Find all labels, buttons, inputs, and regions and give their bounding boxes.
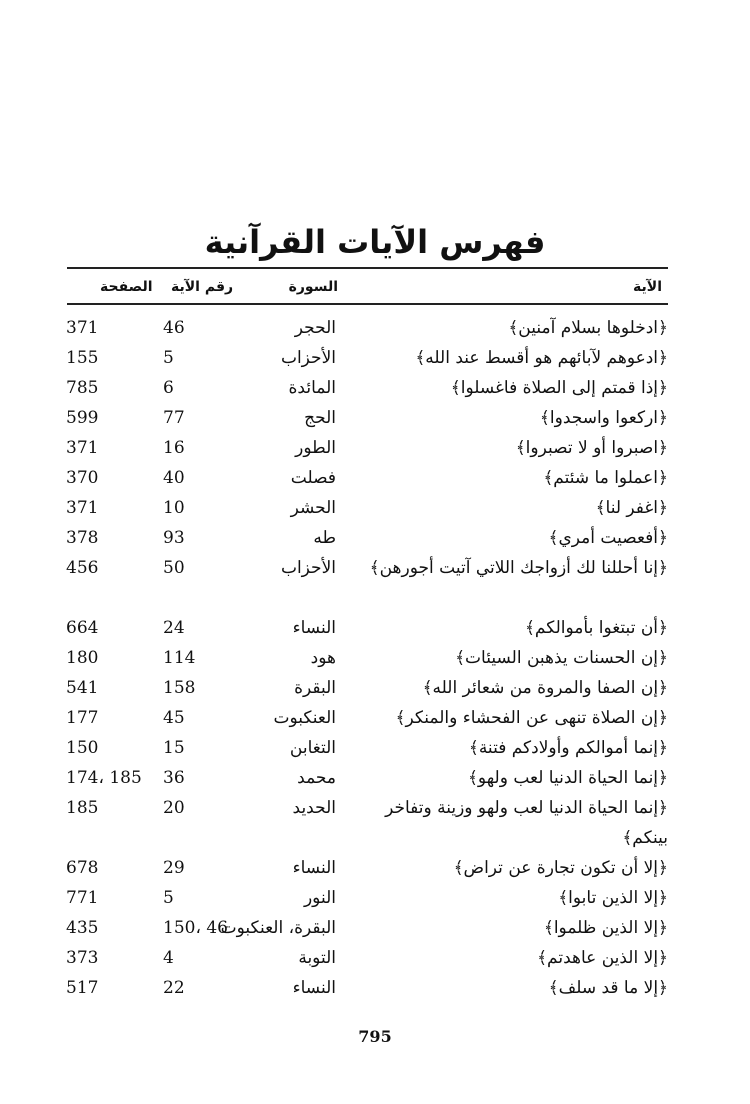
page-ref: 435 xyxy=(66,918,99,938)
surah-name: الأحزاب xyxy=(280,558,336,578)
verse-text: ﴿إذا قمتم إلى الصلاة فاغسلوا﴾ xyxy=(450,378,668,398)
verse-text: ﴿إلا أن تكون تجارة عن تراض﴾ xyxy=(453,858,668,878)
verse-number: 40 xyxy=(163,468,185,488)
page-ref: 180 xyxy=(66,648,99,668)
table-row xyxy=(67,493,668,523)
surah-name: النساء xyxy=(292,618,336,638)
verse-number: 4 xyxy=(163,948,174,968)
verse-number: 20 xyxy=(163,798,185,818)
table-row xyxy=(67,673,668,703)
table-row xyxy=(67,733,668,763)
verse-text: ﴿أفعصيت أمري﴾ xyxy=(548,528,668,548)
surah-name: الحجر xyxy=(294,318,336,338)
table-row xyxy=(67,643,668,673)
table-row xyxy=(67,883,668,913)
verse-number: 50 xyxy=(163,558,185,578)
surah-name: الطور xyxy=(295,438,336,458)
page-ref: 785 xyxy=(66,378,99,398)
verse-text: ﴿اصبروا أو لا تصبروا﴾ xyxy=(515,438,668,458)
surah-name: المائدة xyxy=(288,378,336,398)
table-row xyxy=(67,523,668,553)
verse-number: 46 xyxy=(163,318,185,338)
verse-number: 77 xyxy=(163,408,185,428)
page-ref: 678 xyxy=(66,858,99,878)
page-ref: 541 xyxy=(66,678,99,698)
verse-text: ﴿ادخلوها بسلام آمنين﴾ xyxy=(508,318,668,338)
table-row xyxy=(67,433,668,463)
verse-text: ﴿أن تبتغوا بأموالكم﴾ xyxy=(524,618,668,638)
surah-name: الأحزاب xyxy=(280,348,336,368)
surah-name: النساء xyxy=(292,978,336,998)
verse-number: 158 xyxy=(163,678,196,698)
table-header-rule xyxy=(67,303,668,305)
verse-text: ﴿إنما الحياة الدنيا لعب ولهو﴾ xyxy=(467,768,668,788)
verse-text: ﴿اغفر لنا﴾ xyxy=(595,498,668,518)
verse-text: ﴿ادعوهم لآبائهم هو أقسط عند الله﴾ xyxy=(415,348,668,368)
table-row xyxy=(67,793,668,853)
surah-name: النساء xyxy=(292,858,336,878)
surah-name: البقرة xyxy=(294,678,336,698)
table-row xyxy=(67,943,668,973)
surah-name: البقرة، العنكبوت xyxy=(220,918,336,938)
table-row xyxy=(67,463,668,493)
table-body xyxy=(67,313,668,1003)
page-number: 795 xyxy=(358,1027,392,1046)
table-row xyxy=(67,613,668,643)
verse-text: ﴿إنما أموالكم وأولادكم فتنة﴾ xyxy=(468,738,668,758)
page-ref: 185 xyxy=(66,798,99,818)
page-ref: 373 xyxy=(66,948,99,968)
verse-text: ﴿اركعوا واسجدوا﴾ xyxy=(539,408,668,428)
page-ref: 378 xyxy=(66,528,99,548)
verse-index-table xyxy=(67,267,668,1003)
table-row xyxy=(67,703,668,733)
surah-name: النور xyxy=(303,888,336,908)
table-row xyxy=(67,763,668,793)
verse-text: ﴿إن الحسنات يذهبن السيئات﴾ xyxy=(455,648,668,668)
verse-text: ﴿إلا الذين تابوا﴾ xyxy=(558,888,668,908)
page-ref: 155 xyxy=(66,348,99,368)
page-title: فهرس الآيات القرآنية xyxy=(204,223,546,262)
verse-text: ﴿إنا أحللنا لك أزواجك اللاتي آتيت أجورهن﴾ xyxy=(369,558,668,578)
page-ref: 517 xyxy=(66,978,99,998)
surah-name: طه xyxy=(313,528,336,548)
table-row xyxy=(67,973,668,1003)
verse-number: 29 xyxy=(163,858,185,878)
table-header xyxy=(67,269,668,303)
verse-number: 93 xyxy=(163,528,185,548)
verse-number: 24 xyxy=(163,618,185,638)
verse-text: ﴿إلا ما قد سلف﴾ xyxy=(548,978,668,998)
page-ref: 371 xyxy=(66,498,99,518)
verse-text: ﴿إن الصفا والمروة من شعائر الله﴾ xyxy=(422,678,668,698)
surah-name: التغابن xyxy=(289,738,336,758)
verse-number: 22 xyxy=(163,978,185,998)
surah-name: الحشر xyxy=(290,498,336,518)
verse-text: ﴿إن الصلاة تنهى عن الفحشاء والمنكر﴾ xyxy=(395,708,668,728)
header-verse-number: رقم الآية xyxy=(171,279,234,295)
surah-name: الحديد xyxy=(292,798,336,818)
table-row xyxy=(67,373,668,403)
verse-number: 114 xyxy=(163,648,196,668)
page-ref: 174، 185 xyxy=(66,768,142,788)
page-ref: 771 xyxy=(66,888,99,908)
header-page: الصفحة xyxy=(100,279,153,295)
header-surah: السورة xyxy=(288,279,338,295)
page-ref: 371 xyxy=(66,318,99,338)
verse-number: 36 xyxy=(163,768,185,788)
surah-name: هود xyxy=(310,648,336,668)
verse-text: ﴿إلا الذين عاهدتم﴾ xyxy=(537,948,668,968)
table-row xyxy=(67,853,668,883)
verse-text: ﴿إنما الحياة الدنيا لعب ولهو وزينة وتفاخر بينكم﴾ xyxy=(385,798,668,848)
page-ref: 371 xyxy=(66,438,99,458)
page-ref: 370 xyxy=(66,468,99,488)
table-row xyxy=(67,403,668,433)
page-ref: 456 xyxy=(66,558,99,578)
verse-text: ﴿إلا الذين ظلموا﴾ xyxy=(543,918,668,938)
verse-number: 10 xyxy=(163,498,185,518)
verse-text: ﴿اعملوا ما شئتم﴾ xyxy=(543,468,668,488)
page-ref: 150 xyxy=(66,738,99,758)
verse-number: 5 xyxy=(163,888,174,908)
verse-number: 16 xyxy=(163,438,185,458)
surah-name: محمد xyxy=(297,768,336,788)
table-row xyxy=(67,913,668,943)
header-verse: الآية xyxy=(633,279,662,295)
verse-number: 15 xyxy=(163,738,185,758)
surah-name: العنكبوت xyxy=(273,708,336,728)
page-ref: 599 xyxy=(66,408,99,428)
verse-number: 6 xyxy=(163,378,174,398)
table-row xyxy=(67,553,668,613)
verse-number: 150، 46 xyxy=(163,918,228,938)
page-ref: 664 xyxy=(66,618,99,638)
verse-number: 5 xyxy=(163,348,174,368)
surah-name: التوبة xyxy=(298,948,336,968)
table-row xyxy=(67,313,668,343)
verse-number: 45 xyxy=(163,708,185,728)
table-row xyxy=(67,343,668,373)
page-ref: 177 xyxy=(66,708,99,728)
surah-name: فصلت xyxy=(290,468,336,488)
surah-name: الحج xyxy=(304,408,336,428)
